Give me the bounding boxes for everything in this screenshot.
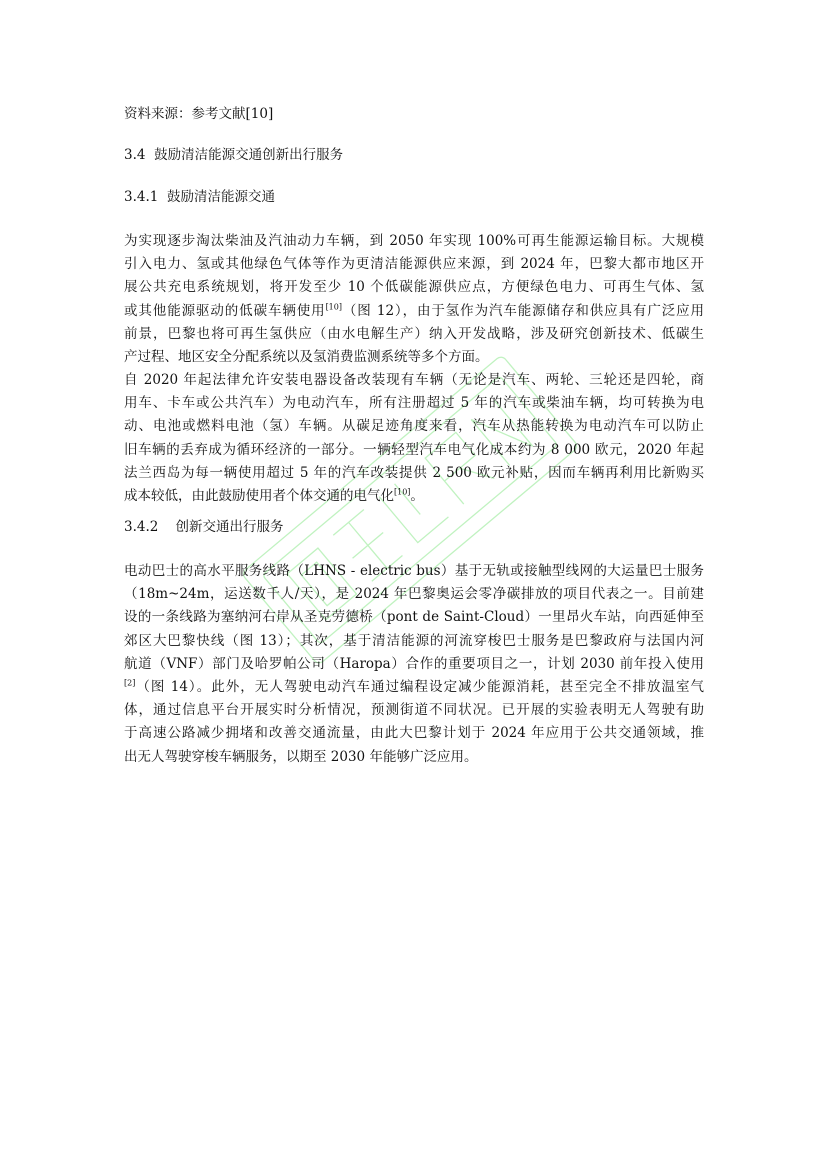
text-line: （18m~24m，运送数千人/天），是 2024 年巴黎奥运会零净碳排放的项目代表之一。目前建: [124, 586, 704, 603]
text-segment: 。: [410, 488, 424, 505]
text-line: 引入电力、氢或其他绿色气体等作为更清洁能源供应来源，到 2024 年，巴黎大都市地区开: [124, 256, 704, 273]
text-line: 航道（VNF）部门及哈罗帕公司（Haropa）合作的重要项目之一，计划 2030 前年投入使用: [124, 655, 704, 672]
text-line: 于高速公路减少拥堵和改善交通流量，由此大巴黎计划于 2024 年应用于公共交通领域，推: [124, 725, 704, 742]
text-line: 用车、卡车或公共汽车）为电动汽车，所有注册超过 5 年的汽车或柴油车辆，均可转换为电: [124, 395, 704, 412]
subsection-number: 3.4.1: [124, 189, 159, 205]
subsection-heading-2: [124, 516, 284, 539]
text-line: 产过程、地区安全分配系统以及氢消费监测系统等多个方面。: [124, 349, 489, 366]
source-note: 资料来源：参考文献[10]: [124, 106, 274, 122]
section-number: 3.4: [124, 147, 146, 163]
text-line: 体，通过信息平台开展实时分析情况，预测街道不同状况。已开展的实验表明无人驾驶有助: [124, 702, 704, 719]
text-segment: 成本较低，由此鼓励使用者个体交通的电气化: [124, 488, 394, 505]
subsection-heading-1: [124, 186, 275, 209]
section-heading: [124, 144, 343, 167]
text-line: 为实现逐步淘汰柴油及汽油动力车辆，到 2050 年实现 100%可再生能源运输目标。大规模: [124, 233, 704, 249]
citation-ref: [2]: [124, 678, 136, 688]
text-line: 郊区大巴黎快线（图 13）；其次，基于清洁能源的河流穿梭巴士服务是巴黎政府与法国内河: [124, 632, 704, 649]
text-line: 展公共充电系统规划，将开发至少 10 个低碳能源供应点，方便绿色电力、可再生气体、氢: [124, 279, 704, 296]
text-line: [124, 300, 704, 323]
text-line: 自 2020 年起法律允许安装电器设备改装现有车辆（无论是汽车、两轮、三轮还是四轮，商: [124, 372, 704, 388]
subsection-number: 3.4.2: [124, 519, 159, 535]
text-line: [124, 485, 704, 508]
text-segment: （图 12），由于氢作为汽车能源储存和供应具有广泛应用: [341, 302, 705, 319]
text-line: 旧车辆的丢弃成为循环经济的一部分。一辆轻型汽车电气化成本约为 8 000 欧元，2020 年起: [124, 441, 704, 458]
text-line: [124, 676, 704, 699]
text-segment: （图 14）。此外，无人驾驶电动汽车通过编程设定减少能源消耗，甚至完全不排放温室气: [135, 679, 704, 696]
text-line: 前景，巴黎也将可再生氢供应（由水电解生产）纳入开发战略，涉及研究创新技术、低碳生: [124, 325, 704, 342]
text-line: 动、电池或燃料电池（氢）车辆。从碳足迹角度来看，汽车从热能转换为电动汽车可以防止: [124, 418, 704, 435]
citation-ref: [10]: [394, 487, 411, 497]
text-line: 电动巴士的高水平服务线路（LHNS - electric bus）基于无轨或接触型线网的大运量巴士服务: [124, 563, 704, 579]
text-line: 法兰西岛为每一辆使用超过 5 年的汽车改装提供 2 500 欧元补贴，因而车辆再利用比新购买: [124, 464, 704, 481]
text-segment: 或其他能源驱动的低碳车辆使用: [124, 302, 326, 319]
subsection-title: 创新交通出行服务: [175, 519, 284, 535]
subsection-title: 鼓励清洁能源交通: [166, 189, 275, 205]
text-line: 设的一条线路为塞纳河右岸从圣克劳德桥（pont de Saint-Cloud）一里昂火车站，向西延伸至: [124, 609, 704, 626]
text-line: 出无人驾驶穿梭车辆服务，以期至 2030 年能够广泛应用。: [124, 748, 478, 765]
citation-ref: [10]: [325, 302, 342, 312]
paragraph-ev-conversion: [124, 369, 704, 508]
paragraph-clean-energy: [124, 230, 704, 369]
section-title: 鼓励清洁能源交通创新出行服务: [154, 147, 344, 163]
paragraph-mobility-services: [124, 560, 704, 769]
